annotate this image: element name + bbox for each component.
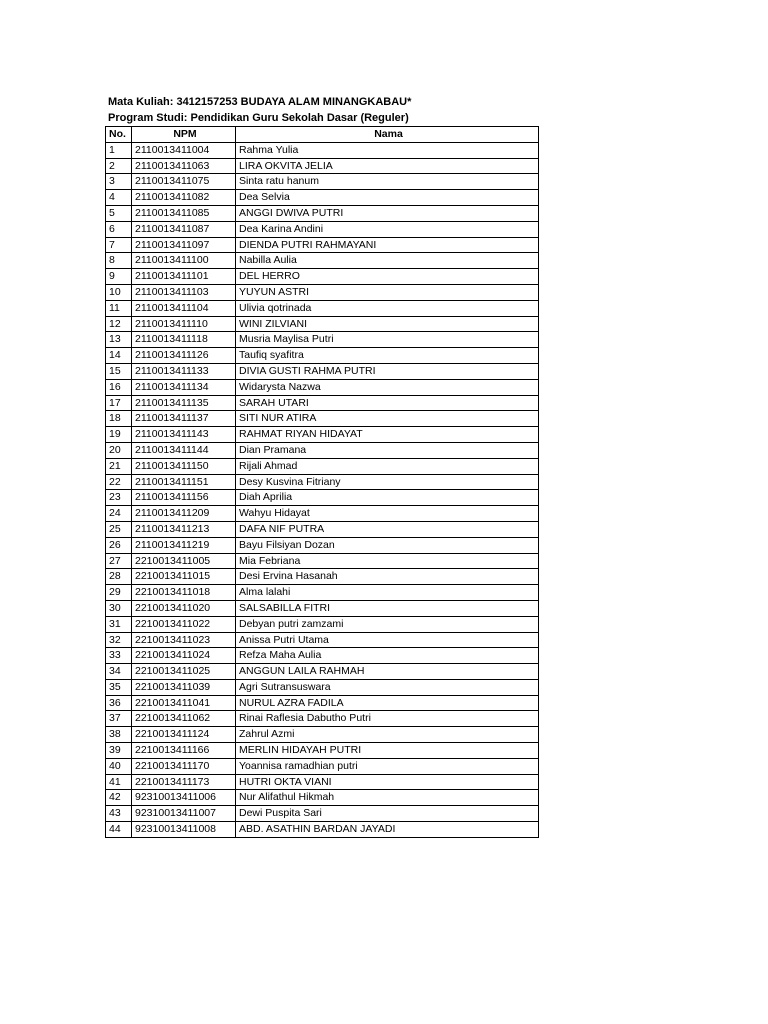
cell-no: 23 [106, 490, 132, 506]
cell-no: 35 [106, 679, 132, 695]
table-row [106, 253, 539, 269]
cell-no: 10 [106, 284, 132, 300]
cell-npm: 2210013411170 [132, 758, 236, 774]
cell-nama: Dian Pramana [236, 442, 539, 458]
cell-no: 41 [106, 774, 132, 790]
cell-nama: SALSABILLA FITRI [236, 600, 539, 616]
cell-npm: 2110013411101 [132, 269, 236, 285]
cell-nama: Dea Selvia [236, 190, 539, 206]
cell-npm: 2110013411100 [132, 253, 236, 269]
cell-npm: 2110013411075 [132, 174, 236, 190]
cell-no: 2 [106, 158, 132, 174]
cell-nama: Musria Maylisa Putri [236, 332, 539, 348]
cell-no: 37 [106, 711, 132, 727]
cell-nama: DAFA NIF PUTRA [236, 521, 539, 537]
table-row [106, 190, 539, 206]
cell-no: 13 [106, 332, 132, 348]
cell-no: 30 [106, 600, 132, 616]
cell-no: 20 [106, 442, 132, 458]
table-row [106, 758, 539, 774]
cell-npm: 2110013411151 [132, 474, 236, 490]
cell-no: 12 [106, 316, 132, 332]
cell-npm: 92310013411007 [132, 806, 236, 822]
cell-nama: SITI NUR ATIRA [236, 411, 539, 427]
cell-nama: Agri Sutransuswara [236, 679, 539, 695]
cell-npm: 2210013411039 [132, 679, 236, 695]
cell-no: 38 [106, 727, 132, 743]
cell-no: 27 [106, 553, 132, 569]
cell-nama: Alma lalahi [236, 585, 539, 601]
cell-nama: Widarysta Nazwa [236, 379, 539, 395]
table-row [106, 664, 539, 680]
cell-npm: 2110013411104 [132, 300, 236, 316]
cell-no: 34 [106, 664, 132, 680]
table-row [106, 411, 539, 427]
table-row [106, 348, 539, 364]
cell-npm: 2110013411135 [132, 395, 236, 411]
cell-npm: 2110013411133 [132, 363, 236, 379]
student-table [105, 126, 539, 838]
table-row [106, 221, 539, 237]
table-row [106, 521, 539, 537]
cell-no: 32 [106, 632, 132, 648]
table-row [106, 458, 539, 474]
table-row [106, 616, 539, 632]
cell-no: 18 [106, 411, 132, 427]
table-row [106, 363, 539, 379]
cell-nama: Desy Kusvina Fitriany [236, 474, 539, 490]
cell-no: 26 [106, 537, 132, 553]
table-row [106, 506, 539, 522]
cell-npm: 92310013411008 [132, 822, 236, 838]
cell-no: 15 [106, 363, 132, 379]
cell-nama: DIVIA GUSTI RAHMA PUTRI [236, 363, 539, 379]
cell-no: 24 [106, 506, 132, 522]
cell-no: 40 [106, 758, 132, 774]
cell-nama: MERLIN HIDAYAH PUTRI [236, 743, 539, 759]
cell-npm: 2110013411134 [132, 379, 236, 395]
cell-npm: 92310013411006 [132, 790, 236, 806]
cell-no: 11 [106, 300, 132, 316]
cell-nama: Rijali Ahmad [236, 458, 539, 474]
cell-npm: 2210013411018 [132, 585, 236, 601]
cell-no: 31 [106, 616, 132, 632]
cell-nama: Mia Febriana [236, 553, 539, 569]
table-row [106, 569, 539, 585]
table-row [106, 553, 539, 569]
table-row [106, 427, 539, 443]
cell-no: 36 [106, 695, 132, 711]
table-row [106, 237, 539, 253]
cell-nama: LIRA OKVITA JELIA [236, 158, 539, 174]
table-row [106, 790, 539, 806]
cell-nama: Dewi Puspita Sari [236, 806, 539, 822]
cell-nama: Yoannisa ramadhian putri [236, 758, 539, 774]
cell-npm: 2110013411150 [132, 458, 236, 474]
cell-npm: 2110013411143 [132, 427, 236, 443]
cell-no: 7 [106, 237, 132, 253]
cell-no: 1 [106, 142, 132, 158]
cell-npm: 2110013411082 [132, 190, 236, 206]
cell-npm: 2210013411124 [132, 727, 236, 743]
cell-nama: Nabilla Aulia [236, 253, 539, 269]
cell-npm: 2110013411110 [132, 316, 236, 332]
column-header-no: No. [106, 127, 132, 143]
cell-npm: 2110013411004 [132, 142, 236, 158]
cell-nama: Rinai Raflesia Dabutho Putri [236, 711, 539, 727]
table-row [106, 300, 539, 316]
column-header-nama: Nama [236, 127, 539, 143]
table-row [106, 316, 539, 332]
table-row [106, 822, 539, 838]
cell-no: 3 [106, 174, 132, 190]
cell-nama: DEL HERRO [236, 269, 539, 285]
cell-no: 16 [106, 379, 132, 395]
cell-nama: Anissa Putri Utama [236, 632, 539, 648]
cell-nama: Dea Karina Andini [236, 221, 539, 237]
table-row [106, 158, 539, 174]
cell-no: 25 [106, 521, 132, 537]
cell-no: 28 [106, 569, 132, 585]
cell-npm: 2210013411041 [132, 695, 236, 711]
cell-npm: 2110013411137 [132, 411, 236, 427]
cell-npm: 2210013411015 [132, 569, 236, 585]
cell-npm: 2210013411005 [132, 553, 236, 569]
table-row [106, 174, 539, 190]
table-row [106, 774, 539, 790]
table-row [106, 332, 539, 348]
cell-no: 22 [106, 474, 132, 490]
cell-nama: ANGGI DWIVA PUTRI [236, 205, 539, 221]
cell-no: 9 [106, 269, 132, 285]
cell-no: 42 [106, 790, 132, 806]
cell-npm: 2210013411024 [132, 648, 236, 664]
cell-nama: Wahyu Hidayat [236, 506, 539, 522]
table-row [106, 395, 539, 411]
table-row [106, 269, 539, 285]
cell-nama: ANGGUN LAILA RAHMAH [236, 664, 539, 680]
cell-npm: 2210013411020 [132, 600, 236, 616]
cell-nama: SARAH UTARI [236, 395, 539, 411]
table-row [106, 142, 539, 158]
cell-nama: WINI ZILVIANI [236, 316, 539, 332]
cell-no: 6 [106, 221, 132, 237]
cell-npm: 2110013411103 [132, 284, 236, 300]
cell-npm: 2210013411166 [132, 743, 236, 759]
cell-npm: 2110013411219 [132, 537, 236, 553]
cell-npm: 2110013411144 [132, 442, 236, 458]
cell-npm: 2110013411156 [132, 490, 236, 506]
table-row [106, 442, 539, 458]
program-title: Program Studi: Pendidikan Guru Sekolah Dasar (Reguler) [108, 112, 409, 124]
cell-nama: Sinta ratu hanum [236, 174, 539, 190]
cell-nama: RAHMAT RIYAN HIDAYAT [236, 427, 539, 443]
cell-npm: 2210013411022 [132, 616, 236, 632]
table-row [106, 600, 539, 616]
cell-no: 5 [106, 205, 132, 221]
table-row [106, 205, 539, 221]
cell-no: 14 [106, 348, 132, 364]
cell-nama: HUTRI OKTA VIANI [236, 774, 539, 790]
cell-npm: 2210013411173 [132, 774, 236, 790]
table-row [106, 727, 539, 743]
cell-no: 29 [106, 585, 132, 601]
cell-npm: 2110013411097 [132, 237, 236, 253]
table-row [106, 806, 539, 822]
table-row [106, 711, 539, 727]
cell-no: 43 [106, 806, 132, 822]
table-body [106, 142, 539, 837]
cell-nama: Diah Aprilia [236, 490, 539, 506]
cell-npm: 2210013411062 [132, 711, 236, 727]
cell-nama: ABD. ASATHIN BARDAN JAYADI [236, 822, 539, 838]
cell-no: 4 [106, 190, 132, 206]
cell-npm: 2110013411209 [132, 506, 236, 522]
cell-nama: DIENDA PUTRI RAHMAYANI [236, 237, 539, 253]
cell-no: 17 [106, 395, 132, 411]
table-row [106, 284, 539, 300]
table-header-row [106, 127, 539, 143]
cell-nama: Rahma Yulia [236, 142, 539, 158]
cell-nama: NURUL AZRA FADILA [236, 695, 539, 711]
cell-npm: 2110013411126 [132, 348, 236, 364]
table-row [106, 695, 539, 711]
cell-no: 8 [106, 253, 132, 269]
table-row [106, 585, 539, 601]
cell-nama: Ulivia qotrinada [236, 300, 539, 316]
cell-nama: Debyan putri zamzami [236, 616, 539, 632]
cell-no: 44 [106, 822, 132, 838]
document-header [108, 94, 411, 126]
cell-npm: 2110013411118 [132, 332, 236, 348]
course-title: Mata Kuliah: 3412157253 BUDAYA ALAM MINANGKABAU* [108, 96, 412, 108]
cell-no: 39 [106, 743, 132, 759]
cell-nama: Zahrul Azmi [236, 727, 539, 743]
cell-npm: 2110013411213 [132, 521, 236, 537]
table-row [106, 537, 539, 553]
cell-nama: Desi Ervina Hasanah [236, 569, 539, 585]
table-row [106, 632, 539, 648]
cell-nama: Refza Maha Aulia [236, 648, 539, 664]
table-row [106, 474, 539, 490]
cell-npm: 2210013411023 [132, 632, 236, 648]
table-row [106, 743, 539, 759]
cell-nama: Bayu Filsiyan Dozan [236, 537, 539, 553]
table-row [106, 679, 539, 695]
cell-npm: 2110013411087 [132, 221, 236, 237]
table-row [106, 648, 539, 664]
cell-no: 21 [106, 458, 132, 474]
table-row [106, 379, 539, 395]
column-header-npm: NPM [132, 127, 236, 143]
table-row [106, 490, 539, 506]
cell-npm: 2210013411025 [132, 664, 236, 680]
cell-no: 33 [106, 648, 132, 664]
cell-nama: Nur Alifathul Hikmah [236, 790, 539, 806]
cell-npm: 2110013411063 [132, 158, 236, 174]
cell-nama: Taufiq syafitra [236, 348, 539, 364]
cell-no: 19 [106, 427, 132, 443]
cell-npm: 2110013411085 [132, 205, 236, 221]
cell-nama: YUYUN ASTRI [236, 284, 539, 300]
